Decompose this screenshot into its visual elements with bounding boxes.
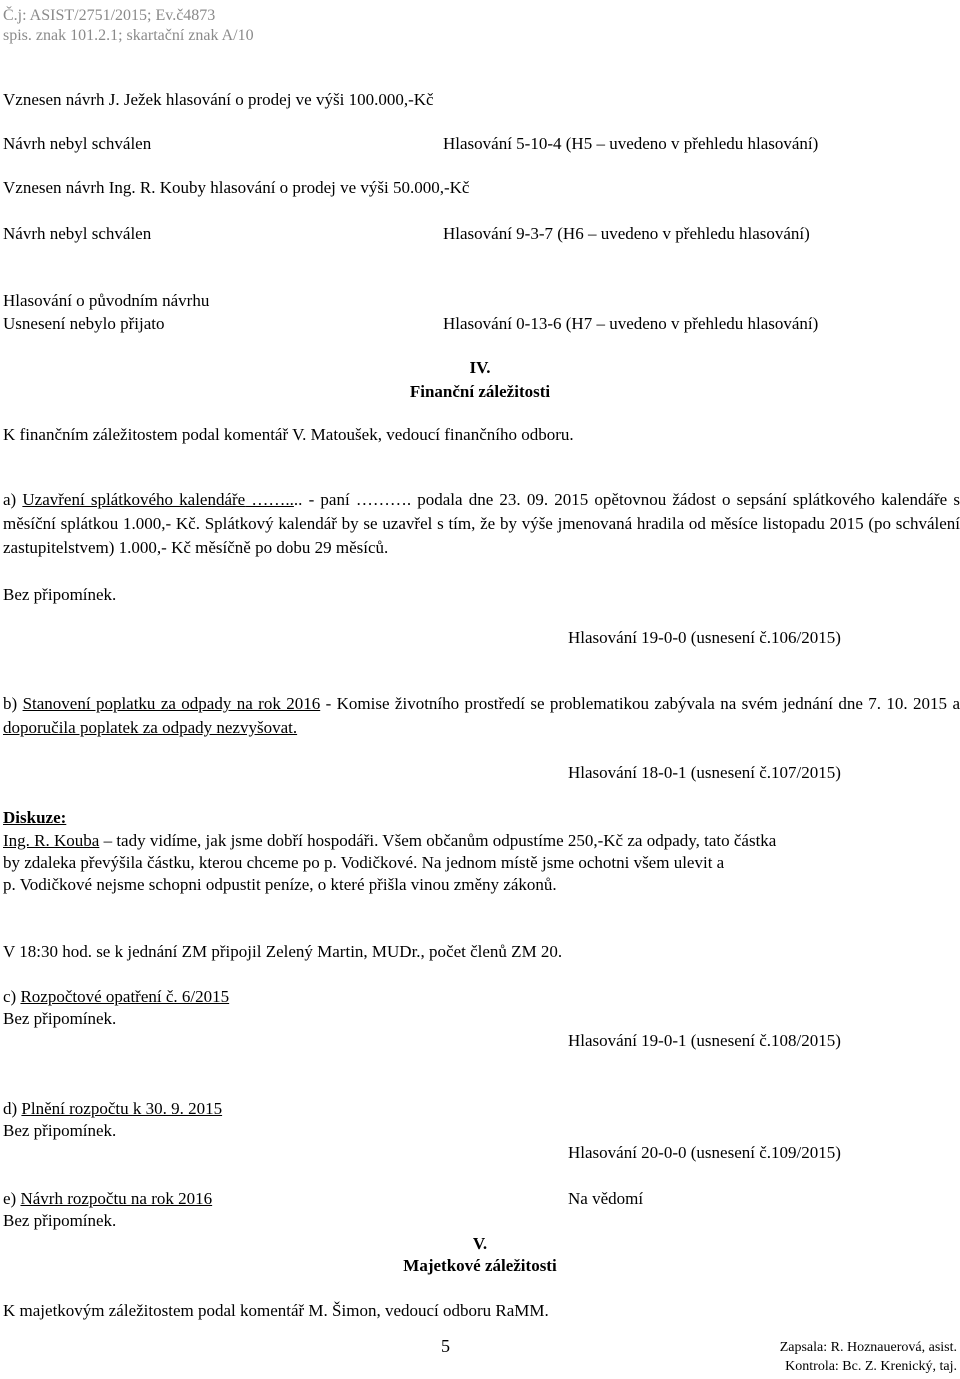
item-e-note: Bez připomínek. [3,1211,117,1230]
item-a-paragraph: a) Uzavření splátkového kalendáře …….... - paní ………. podala dne 23. 09. 2015 opětovnou žádost o sepsání splátkového kalendáře s měsíční splátkou 1.000,- Kč. Splátkový kalendář by se uzavřel s tím, že by výše jmenovaná hradila od měsíce listopadu 2015 (po schválení zastupitelstvem) 1.000,- Kč měsíčně po dobu 29 měsíců. [3,490,960,557]
discussion-speaker: Ing. R. Kouba [3,831,100,850]
section-v-title: Majetkové záležitosti [403,1256,557,1275]
item-d-title: Plnění rozpočtu k 30. 9. 2015 [21,1099,223,1118]
header-reference: Č.j: ASIST/2751/2015; Ev.č4873 [3,7,216,24]
header-file-code: spis. znak 101.2.1; skartační znak A/10 [3,27,254,44]
discussion-heading: Diskuze: [3,808,67,827]
original-proposal-vote-count: Hlasování 0-13-6 (H7 – uvedeno v přehledu hlasování) [443,314,819,333]
original-proposal-result: Usnesení nebylo přijato [3,314,165,333]
item-d-note: Bez připomínek. [3,1121,117,1140]
member-arrival-note: V 18:30 hod. se k jednání ZM připojil Zelený Martin, MUDr., počet členů ZM 20. [3,942,563,961]
item-a-vote: Hlasování 19-0-0 (usnesení č.106/2015) [568,628,841,647]
proposal-kouba-result: Návrh nebyl schválen [3,224,152,243]
page-number: 5 [441,1336,450,1356]
section-iv-intro: K finančním záležitostem podal komentář V. Matoušek, vedoucí finančního odboru. [3,425,574,444]
proposal-jezek-vote: Hlasování 5-10-4 (H5 – uvedeno v přehledu hlasování) [443,134,819,153]
item-c-title: Rozpočtové opatření č. 6/2015 [20,987,230,1006]
discussion-line-2: by zdaleka převýšila částku, kterou chceme po p. Vodičkové. Na jednom místě jsme ochotni všem ulevit a [3,853,725,872]
item-b-vote: Hlasování 18-0-1 (usnesení č.107/2015) [568,763,841,782]
section-v-intro: K majetkovým záležitostem podal komentář M. Šimon, vedoucí odboru RaMM. [3,1301,549,1320]
item-b-title: Stanovení poplatku za odpady na rok 2016 [22,694,321,713]
proposal-kouba: Vznesen návrh Ing. R. Kouby hlasování o prodej ve výši 50.000,-Kč [3,178,470,197]
section-iv-number: IV. [469,358,491,377]
item-c-note: Bez připomínek. [3,1009,117,1028]
item-a-note: Bez připomínek. [3,585,117,604]
proposal-jezek: Vznesen návrh J. Ježek hlasování o prodej ve výši 100.000,-Kč [3,90,434,109]
item-c-vote: Hlasování 19-0-1 (usnesení č.108/2015) [568,1031,841,1050]
original-proposal-vote: Hlasování o původním návrhu [3,291,210,310]
item-e-heading: e) Návrh rozpočtu na rok 2016 [3,1189,213,1208]
discussion-line-3: p. Vodičkové nejsme schopni odpustit peníze, o které přišla vinou změny zákonů. [3,875,557,894]
proposal-kouba-vote: Hlasování 9-3-7 (H6 – uvedeno v přehledu hlasování) [443,224,810,243]
item-e-vote: Na vědomí [568,1189,644,1208]
section-iv-title: Finanční záležitosti [409,382,551,401]
item-c-heading: c) Rozpočtové opatření č. 6/2015 [3,987,230,1006]
footer-recorded-by: Zapsala: R. Hoznauerová, asist. [779,1340,957,1355]
footer-checked-by: Kontrola: Bc. Z. Krenický, taj. [785,1359,957,1374]
item-a-title: Uzavření splátkového kalendáře [22,490,246,509]
item-e-title: Návrh rozpočtu na rok 2016 [20,1189,213,1208]
item-b-paragraph: b) Stanovení poplatku za odpady na rok 2016 - Komise životního prostředí se problematikou zabývala na svém jednání dne 7. 10. 2015 a doporučila poplatek za odpady nezvyšovat. [3,694,960,737]
proposal-jezek-result: Návrh nebyl schválen [3,134,152,153]
item-d-vote: Hlasování 20-0-0 (usnesení č.109/2015) [568,1143,841,1162]
section-v-number: V. [472,1234,488,1253]
discussion-line-1: Ing. R. Kouba – tady vidíme, jak jsme dobří hospodáři. Všem občanům odpustíme 250,-Kč za odpady, tato částka [3,831,777,850]
item-d-heading: d) Plnění rozpočtu k 30. 9. 2015 [3,1099,223,1118]
